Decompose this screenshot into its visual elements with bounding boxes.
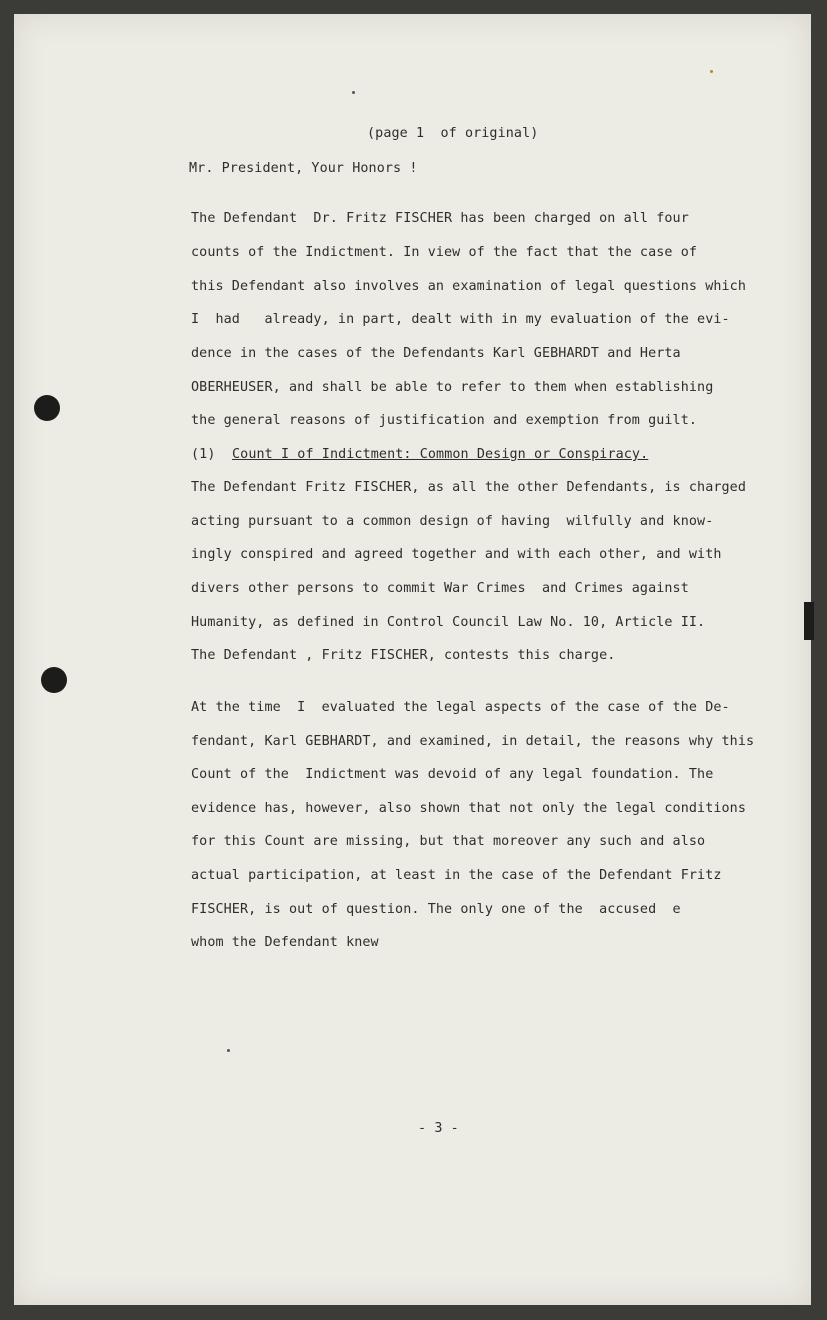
paragraph-line: divers other persons to commit War Crimes and Crimes against xyxy=(191,581,689,596)
count-number: (1) xyxy=(191,447,216,462)
paragraph-line: evidence has, however, also shown that not only the legal conditions xyxy=(191,801,747,816)
page-header: (page 1 of original) xyxy=(367,126,539,141)
paragraph-line: Humanity, as defined in Control Council Law No. 10, Article II. xyxy=(191,615,706,630)
paragraph-line: dence in the cases of the Defendants Karl GEBHARDT and Herta xyxy=(191,346,681,361)
paragraph-line: acting pursuant to a common design of having wilfully and know- xyxy=(191,514,714,529)
paragraph-line: The Defendant Dr. Fritz FISCHER has been charged on all four xyxy=(191,211,689,226)
punch-hole-bottom xyxy=(41,667,67,693)
paragraph-line: whom the Defendant knew xyxy=(191,935,379,950)
paragraph-line: Count of the Indictment was devoid of any legal foundation. The xyxy=(191,767,714,782)
count-heading: Count I of Indictment: Common Design or Conspiracy. xyxy=(232,447,649,462)
paragraph-line: FISCHER, is out of question. The only one of the accused e xyxy=(191,902,681,917)
paragraph-line: OBERHEUSER, and shall be able to refer to them when establishing xyxy=(191,380,714,395)
paragraph-line: actual participation, at least in the case of the Defendant Fritz xyxy=(191,868,722,883)
paragraph-line: The Defendant , Fritz FISCHER, contests this charge. xyxy=(191,648,616,663)
paragraph-line: I had already, in part, dealt with in my evaluation of the evi- xyxy=(191,312,730,327)
paper-speck xyxy=(710,70,713,73)
paragraph-line: fendant, Karl GEBHARDT, and examined, in detail, the reasons why this xyxy=(191,734,755,749)
document-page xyxy=(14,14,811,1305)
paragraph-line: The Defendant Fritz FISCHER, as all the other Defendants, is charged xyxy=(191,480,747,495)
paper-speck xyxy=(352,91,355,94)
paragraph-line: for this Count are missing, but that moreover any such and also xyxy=(191,834,706,849)
paper-speck xyxy=(227,1049,230,1052)
salutation: Mr. President, Your Honors ! xyxy=(189,161,418,176)
paragraph-line: At the time I evaluated the legal aspects of the case of the De- xyxy=(191,700,730,715)
paragraph-line: counts of the Indictment. In view of the fact that the case of xyxy=(191,245,698,260)
page-number: - 3 - xyxy=(418,1121,459,1136)
punch-hole-top xyxy=(34,395,60,421)
paragraph-line: this Defendant also involves an examination of legal questions which xyxy=(191,279,747,294)
paragraph-line: the general reasons of justification and exemption from guilt. xyxy=(191,413,698,428)
page-edge-tab xyxy=(804,602,814,640)
paragraph-line: ingly conspired and agreed together and with each other, and with xyxy=(191,547,722,562)
